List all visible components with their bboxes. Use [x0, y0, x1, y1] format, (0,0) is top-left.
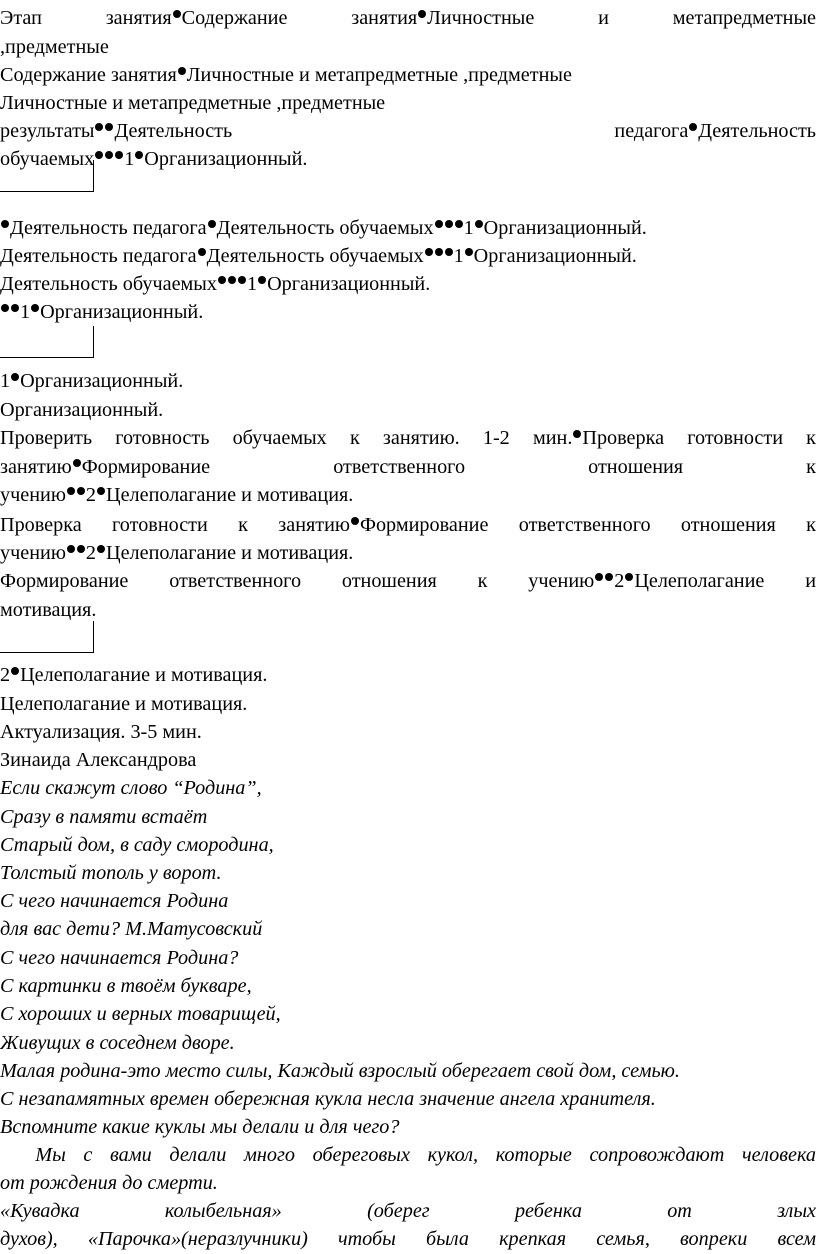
text-fragment: Мы с вами делали много обереговых кукол, которые сопровождают человека	[0, 1144, 816, 1166]
text-line	[0, 746, 816, 775]
text-fragment: Старый дом, в саду смородина,	[0, 834, 274, 856]
text-line	[0, 887, 816, 916]
text-line	[0, 242, 816, 271]
bullet-icon	[418, 10, 426, 18]
text-line	[0, 1000, 816, 1029]
text-fragment: Организационный.	[0, 399, 164, 421]
bullet-icon	[475, 220, 483, 228]
text-line	[0, 859, 816, 888]
text-fragment: Вспомните какие куклы мы делали и для чего?	[0, 1116, 400, 1138]
text-fragment: Деятельность педагога	[10, 217, 207, 239]
text-fragment: духов), «Парочка»(неразлучники) чтобы была крепкая семья, вопреки всем	[0, 1228, 816, 1250]
text-fragment: Целеполагание и мотивация.	[20, 664, 268, 686]
text-fragment: Организационный.	[40, 301, 204, 323]
text-fragment: Личностные и метапредметные ,предметные	[0, 92, 386, 114]
text-fragment: Организационный.	[483, 217, 647, 239]
bullet-icon	[351, 517, 359, 525]
bullet-icon	[67, 487, 75, 495]
text-fragment: учению	[0, 542, 66, 564]
bullet-icon	[95, 151, 103, 159]
text-fragment: Этап занятия	[0, 7, 172, 29]
bullet-icon	[605, 573, 613, 581]
bullet-icon	[11, 667, 19, 675]
bullet-icon	[625, 573, 633, 581]
bullet-icon	[97, 545, 105, 553]
bullet-icon	[31, 304, 39, 312]
bullet-icon	[689, 123, 697, 131]
text-line	[0, 511, 816, 540]
text-fragment: 1	[0, 370, 11, 392]
text-line	[0, 214, 816, 243]
text-fragment: Проверить готовность обучаемых к занятию. 1-2 мин.	[0, 427, 573, 449]
bullet-icon	[445, 248, 453, 256]
text-fragment: Организационный.	[144, 148, 308, 170]
text-fragment: Малая родина-это место силы, Каждый взрослый оберегает свой дом, семью.	[0, 1060, 680, 1082]
text-line	[0, 690, 816, 719]
text-fragment: С чего начинается Родина?	[0, 947, 239, 969]
bullet-icon	[465, 248, 473, 256]
bullet-icon	[435, 220, 443, 228]
bullet-icon	[105, 151, 113, 159]
text-fragment: ,предметные	[0, 36, 109, 58]
bullet-icon	[77, 545, 85, 553]
bullet-icon	[445, 220, 453, 228]
bullet-icon	[97, 487, 105, 495]
text-line	[0, 567, 816, 596]
text-line	[0, 33, 816, 62]
text-line	[0, 1085, 816, 1114]
bullet-icon	[228, 276, 236, 284]
text-line	[0, 944, 816, 973]
text-fragment: Целеполагание и мотивация.	[106, 542, 354, 564]
bullet-icon	[573, 430, 581, 438]
text-line	[0, 718, 816, 747]
text-fragment: Живущих в соседнем дворе.	[0, 1032, 235, 1054]
text-fragment: результаты	[0, 120, 95, 142]
text-line	[0, 396, 816, 425]
text-line	[0, 117, 816, 146]
text-line	[0, 1113, 816, 1142]
bullet-icon	[208, 220, 216, 228]
bullet-icon	[1, 304, 9, 312]
text-fragment: Формирование ответственного отношения к	[360, 514, 816, 536]
bullet-icon	[238, 276, 246, 284]
text-line	[0, 367, 816, 396]
table-cell-border	[0, 326, 94, 358]
text-fragment: 2	[85, 484, 96, 506]
bullet-icon	[173, 10, 181, 18]
text-fragment: Содержание занятия	[0, 64, 177, 86]
text-line	[0, 1169, 816, 1198]
text-fragment: Деятельность	[698, 120, 816, 142]
bullet-icon	[95, 123, 103, 131]
text-line	[0, 453, 816, 482]
bullet-icon	[198, 248, 206, 256]
text-fragment: занятию	[0, 456, 72, 478]
text-fragment: Проверка готовности к занятию	[0, 514, 351, 536]
text-line	[0, 424, 816, 453]
text-fragment: 1	[453, 245, 464, 267]
text-fragment: учению	[0, 484, 66, 506]
text-fragment: Личностные и метапредметные ,предметные	[186, 64, 572, 86]
text-fragment: от рождения до смерти.	[0, 1172, 218, 1194]
bullet-icon	[77, 487, 85, 495]
text-fragment: Проверка готовности к	[582, 427, 816, 449]
text-fragment: 2	[85, 542, 96, 564]
bullet-icon	[435, 248, 443, 256]
text-fragment: мотивация.	[0, 599, 97, 621]
text-fragment: Сразу в памяти встаёт	[0, 806, 208, 828]
text-fragment: Целеполагание и мотивация.	[106, 484, 354, 506]
text-fragment: Зинаида Александрова	[0, 749, 197, 771]
text-fragment: 1	[463, 217, 474, 239]
text-fragment: Организационный.	[267, 273, 431, 295]
bullet-icon	[73, 459, 81, 467]
bullet-icon	[115, 151, 123, 159]
text-fragment: Деятельность педагога	[114, 120, 689, 142]
text-fragment: Формирование ответственного отношения к	[81, 456, 816, 478]
bullet-icon	[178, 67, 186, 75]
text-fragment: Содержание занятия	[181, 7, 418, 29]
text-fragment: Целеполагание и мотивация.	[0, 693, 248, 715]
text-fragment: для вас дети? М.Матусовский	[0, 918, 263, 940]
text-line	[0, 1057, 816, 1086]
text-fragment: С картинки в твоём букваре,	[0, 975, 252, 997]
bullet-icon	[11, 304, 19, 312]
text-fragment: 1	[246, 273, 258, 295]
bullet-icon	[595, 573, 603, 581]
text-fragment: С чего начинается Родина	[0, 890, 229, 912]
text-fragment: Формирование ответственного отношения к учению	[0, 570, 595, 592]
text-line	[0, 1029, 816, 1058]
text-line	[0, 915, 816, 944]
text-fragment: 2	[614, 570, 625, 592]
text-line	[0, 803, 816, 832]
text-line	[0, 1225, 816, 1254]
bullet-icon	[455, 220, 463, 228]
bullet-icon	[218, 276, 226, 284]
bullet-icon	[258, 276, 266, 284]
text-fragment: Деятельность обучаемых	[216, 217, 434, 239]
text-fragment: 1	[20, 301, 31, 323]
text-fragment: 2	[0, 664, 11, 686]
text-fragment: Деятельность педагога	[0, 245, 197, 267]
text-fragment: Личностные и метапредметные	[427, 7, 816, 29]
text-fragment: С хороших и верных товарищей,	[0, 1003, 281, 1025]
text-fragment: Организационный.	[20, 370, 184, 392]
text-fragment: Организационный.	[473, 245, 637, 267]
text-line	[0, 4, 816, 33]
text-line	[0, 972, 816, 1001]
bullet-icon	[105, 123, 113, 131]
text-fragment: Целеполагание и	[634, 570, 816, 592]
text-fragment: С незапамятных времен обережная кукла несла значение ангела хранителя.	[0, 1088, 656, 1110]
text-line	[0, 661, 816, 690]
text-line	[0, 596, 816, 625]
bullet-icon	[135, 151, 143, 159]
text-fragment: Деятельность обучаемых	[0, 273, 217, 295]
text-line	[0, 481, 816, 510]
text-line	[0, 270, 816, 299]
text-line	[0, 831, 816, 860]
text-fragment: 1	[124, 148, 135, 170]
text-fragment: Если скажут слово “Родина”,	[0, 777, 262, 799]
bullet-icon	[425, 248, 433, 256]
bullet-icon	[67, 545, 75, 553]
text-fragment: «Кувадка колыбельная» (оберег ребенка от злых	[0, 1200, 816, 1222]
text-line	[0, 145, 816, 174]
text-line	[0, 539, 816, 568]
text-fragment: Толстый тополь у ворот.	[0, 862, 222, 884]
bullet-icon	[11, 373, 19, 381]
text-line	[0, 774, 816, 803]
text-fragment: Деятельность обучаемых	[206, 245, 424, 267]
text-line	[0, 1141, 816, 1170]
text-line	[0, 61, 816, 90]
text-fragment: Актуализация. 3-5 мин.	[0, 721, 202, 743]
text-line	[0, 1197, 816, 1226]
text-fragment: обучаемых	[0, 148, 95, 170]
text-line	[0, 298, 816, 327]
bullet-icon	[1, 220, 9, 228]
table-cell-border	[0, 621, 94, 653]
text-line	[0, 89, 816, 118]
